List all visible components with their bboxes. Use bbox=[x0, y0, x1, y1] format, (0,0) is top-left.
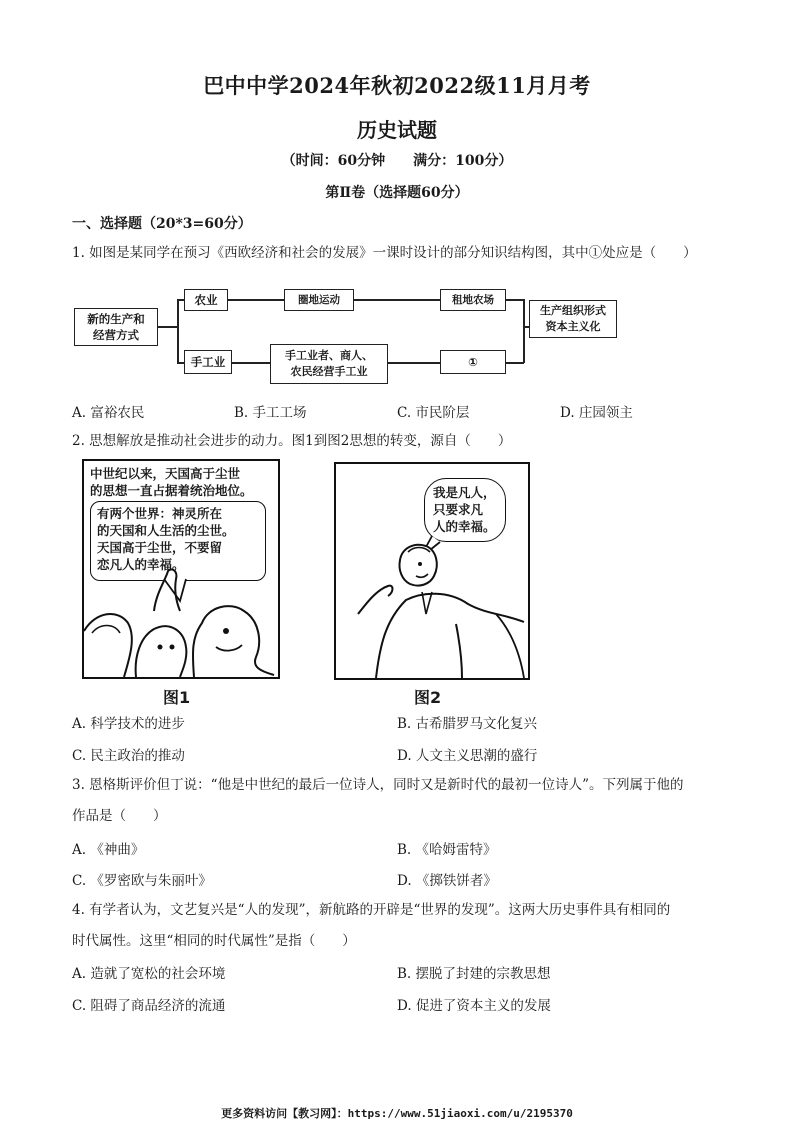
node-lease-farm: 租地农场 bbox=[440, 289, 506, 311]
connector bbox=[354, 299, 440, 301]
footer-resource-link[interactable]: 更多资料访问【教习网】：https://www.51jiaoxi.com/u/2195370 bbox=[221, 1107, 573, 1120]
q2-option-a[interactable]: A. 科学技术的进步 bbox=[72, 716, 185, 732]
q4-option-b[interactable]: B. 摆脱了封建的宗教思想 bbox=[397, 966, 551, 982]
knowledge-flowchart bbox=[72, 284, 632, 388]
q2-option-b[interactable]: B. 古希腊罗马文化复兴 bbox=[397, 716, 538, 732]
q1-option-d[interactable]: D. 庄园领主 bbox=[560, 405, 633, 421]
connector bbox=[388, 362, 440, 364]
question-1-stem: 1. 如图是某同学在预习《西欧经济和社会的发展》一课时设计的部分知识结构图，其中①处应是（ ） bbox=[72, 245, 697, 261]
figure-1-illustration bbox=[84, 461, 278, 677]
section-heading: 一、选择题（20*3=60分） bbox=[72, 216, 252, 232]
q1-option-c[interactable]: C. 市民阶层 bbox=[397, 405, 470, 421]
figure-2-speech-bubble: 我是凡人， 只要求凡 人的幸福。 bbox=[424, 478, 506, 542]
q2-option-c[interactable]: C. 民主政治的推动 bbox=[72, 748, 185, 764]
question-4-stem-line-1: 4. 有学者认为，文艺复兴是“人的发现”，新航路的开辟是“世界的发现”。这两大历史事件具有相同的 bbox=[72, 902, 671, 918]
subject-title: 历史试题 bbox=[357, 118, 437, 142]
figure-1-speech-bubble: 有两个世界：神灵所在 的天国和人生活的尘世。 天国高于尘世，不要留 恋凡人的幸福。 bbox=[90, 501, 266, 581]
node-enclosure: 圈地运动 bbox=[284, 289, 354, 311]
figure-2-label: 图2 bbox=[414, 688, 442, 707]
question-2-stem: 2. 思想解放是推动社会进步的动力。图1到图2思想的转变，源自（ ） bbox=[72, 433, 512, 449]
question-3-stem-line-1: 3. 恩格斯评价但丁说：“他是中世纪的最后一位诗人，同时又是新时代的最初一位诗人”。下列属于他的 bbox=[72, 777, 684, 793]
figure-1-cartoon bbox=[82, 459, 280, 679]
connector bbox=[506, 299, 524, 301]
node-result: 生产组织形式 资本主义化 bbox=[529, 300, 617, 338]
q3-option-c[interactable]: C. 《罗密欧与朱丽叶》 bbox=[72, 873, 212, 889]
figure-2-illustration bbox=[336, 464, 528, 678]
connector bbox=[158, 326, 178, 328]
q1-option-b[interactable]: B. 手工工场 bbox=[234, 405, 307, 421]
node-blank-1: ① bbox=[440, 350, 506, 374]
connector bbox=[228, 299, 284, 301]
volume-title: 第Ⅱ卷（选择题60分） bbox=[325, 185, 469, 201]
q3-option-a[interactable]: A. 《神曲》 bbox=[72, 842, 145, 858]
node-handicraft: 手工业 bbox=[184, 350, 232, 374]
figure-1-label: 图1 bbox=[163, 688, 191, 707]
q4-option-c[interactable]: C. 阻碍了商品经济的流通 bbox=[72, 998, 226, 1014]
q1-option-a[interactable]: A. 富裕农民 bbox=[72, 405, 145, 421]
question-3-stem-line-2: 作品是（ ） bbox=[72, 808, 167, 824]
figure-1-caption-text: 中世纪以来，天国高于尘世 的思想一直占据着统治地位。 bbox=[90, 466, 253, 498]
node-operators: 手工业者、商人、 农民经营手工业 bbox=[270, 344, 388, 384]
connector bbox=[523, 299, 525, 363]
node-agriculture: 农业 bbox=[184, 289, 228, 311]
q2-option-d[interactable]: D. 人文主义思潮的盛行 bbox=[397, 748, 538, 764]
figure-2-cartoon bbox=[334, 462, 530, 680]
question-4-stem-line-2: 时代属性。这里“相同的时代属性”是指（ ） bbox=[72, 933, 356, 949]
exam-meta: （时间：60分钟 满分：100分） bbox=[281, 153, 513, 169]
q4-option-a[interactable]: A. 造就了宽松的社会环境 bbox=[72, 966, 226, 982]
connector bbox=[506, 362, 524, 364]
exam-title: 巴中中学2024年秋初2022级11月月考 bbox=[203, 73, 591, 98]
node-new-production: 新的生产和 经营方式 bbox=[74, 308, 158, 346]
q3-option-d[interactable]: D. 《掷铁饼者》 bbox=[397, 873, 497, 889]
connector bbox=[232, 362, 270, 364]
q4-option-d[interactable]: D. 促进了资本主义的发展 bbox=[397, 998, 551, 1014]
q3-option-b[interactable]: B. 《哈姆雷特》 bbox=[397, 842, 497, 858]
connector bbox=[177, 299, 179, 363]
